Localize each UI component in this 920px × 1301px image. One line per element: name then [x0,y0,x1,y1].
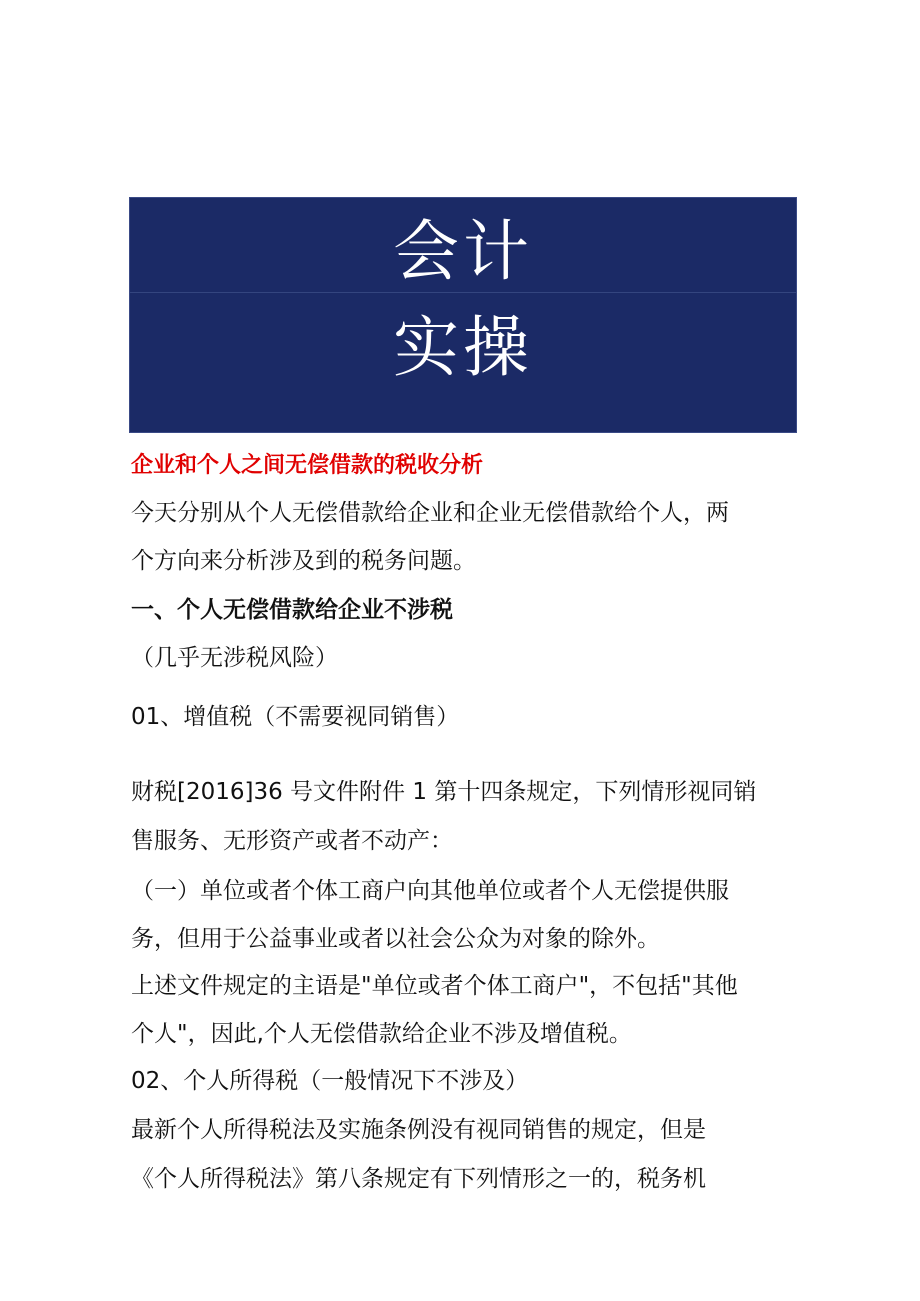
subsection-heading: 02、个人所得税（一般情况下不涉及） [131,1068,529,1094]
banner-title-line-1: 会计 [393,213,533,290]
paragraph-line: （几乎无涉税风险） [131,645,338,671]
paragraph-line: 务，但用于公益事业或者以社会公众为对象的除外。 [131,926,660,952]
paragraph-line: 上述文件规定的主语是"单位或者个体工商户"，不包括"其他 [131,973,738,999]
section-heading: 一、个人无偿借款给企业不涉税 [131,597,453,623]
article-title: 企业和个人之间无偿借款的税收分析 [131,453,484,478]
banner-divider [130,292,796,293]
paragraph-line: 最新个人所得税法及实施条例没有视同销售的规定，但是 [131,1117,706,1143]
paragraph-line: 《个人所得税法》第八条规定有下列情形之一的，税务机 [131,1166,706,1192]
paragraph-line: 售服务、无形资产或者不动产： [131,828,453,854]
paragraph-line: （一）单位或者个体工商户向其他单位或者个人无偿提供服 [131,878,729,904]
title-banner [129,197,797,433]
paragraph-line: 财税[2016]36 号文件附件 1 第十四条规定，下列情形视同销 [131,779,757,805]
paragraph-line: 个方向来分析涉及到的税务问题。 [131,548,476,574]
paragraph-line: 个人"，因此,个人无偿借款给企业不涉及增值税。 [131,1021,632,1047]
paragraph-line: 今天分别从个人无偿借款给企业和企业无偿借款给个人，两 [131,500,729,526]
banner-title-line-2: 实操 [393,309,533,386]
subsection-heading: 01、增值税（不需要视同销售） [131,704,460,730]
